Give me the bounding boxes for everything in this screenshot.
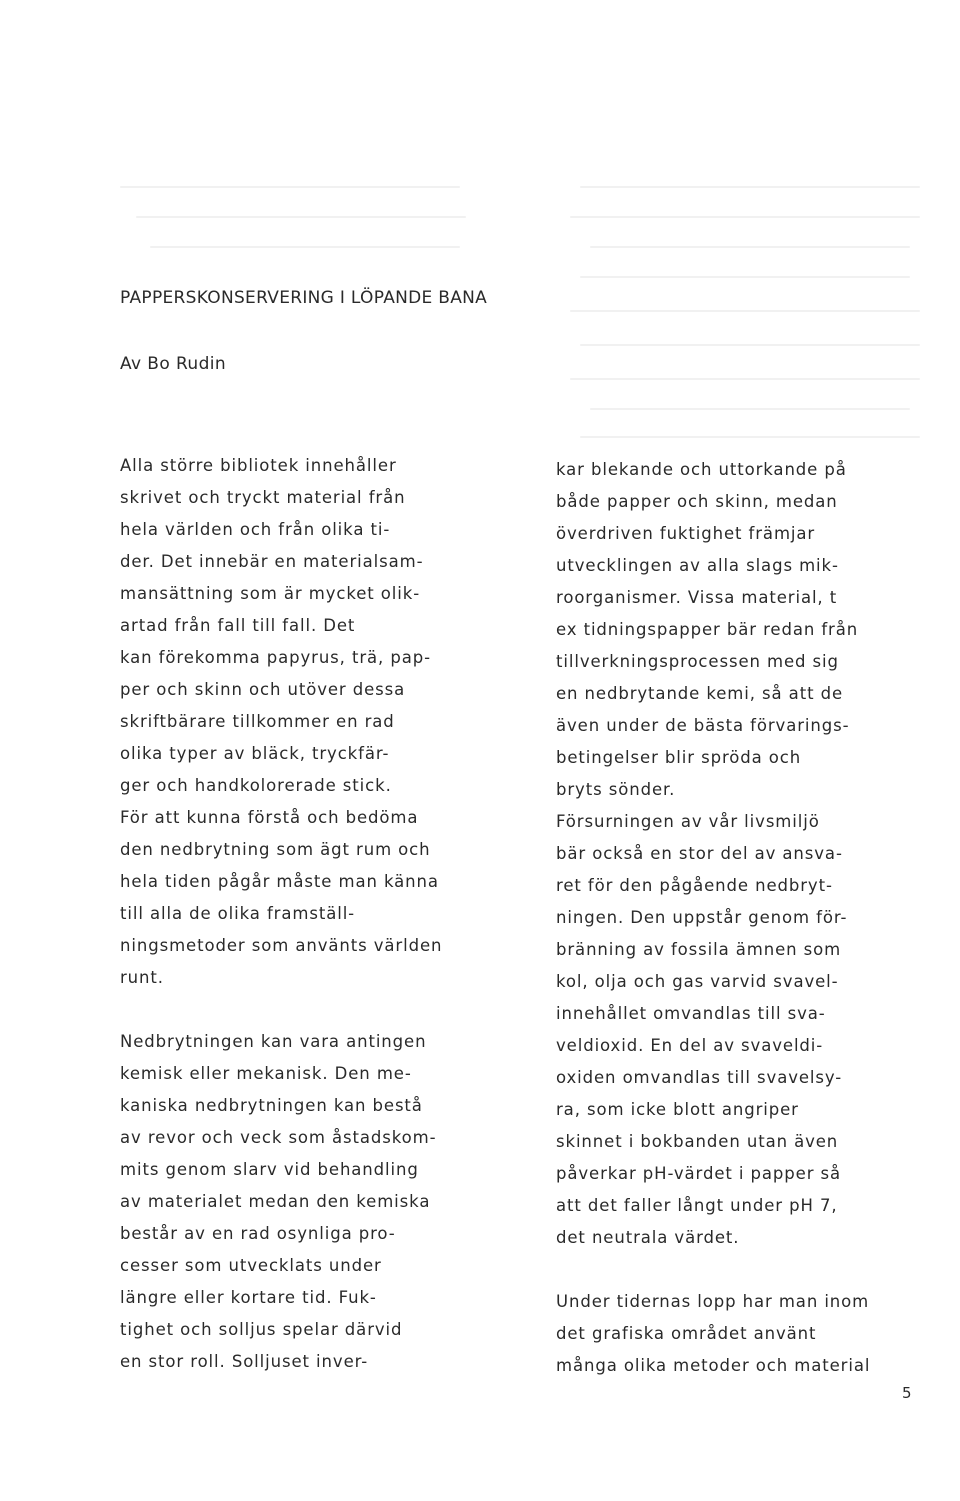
text-line: kol, olja och gas varvid svavel- [556, 972, 839, 991]
text-line: oxiden omvandlas till svavelsy- [556, 1068, 843, 1087]
text-line: tillverkningsprocessen med sig [556, 652, 839, 671]
text-line: ex tidningspapper bär redan från [556, 620, 859, 639]
text-line: både papper och skinn, medan [556, 492, 838, 511]
text-line: skrivet och tryckt material från [120, 488, 406, 507]
text-line: många olika metoder och material [556, 1356, 871, 1375]
text-line: Alla större bibliotek innehåller [120, 456, 397, 475]
text-line: ger och handkolorerade stick. [120, 776, 392, 795]
text-line: ra, som icke blott angriper [556, 1100, 799, 1119]
text-line: ret för den pågående nedbryt- [556, 876, 833, 895]
text-line: roorganismer. Vissa material, t [556, 588, 838, 607]
text-line: består av en rad osynliga pro- [120, 1224, 396, 1243]
text-line: artad från fall till fall. Det [120, 616, 356, 635]
text-line: skriftbärare tillkommer en rad [120, 712, 395, 731]
text-line: bryts sönder. [556, 780, 676, 799]
text-line: påverkar pH-värdet i papper så [556, 1164, 842, 1183]
text-line: kemisk eller mekanisk. Den me- [120, 1064, 412, 1083]
text-line: Försurningen av vår livsmiljö [556, 812, 820, 831]
text-line: det grafiska området använt [556, 1324, 817, 1343]
text-line: bränning av fossila ämnen som [556, 940, 842, 959]
text-line: av materialet medan den kemiska [120, 1192, 431, 1211]
text-line: det neutrala värdet. [556, 1228, 740, 1247]
text-column-right [556, 454, 936, 1382]
paragraph-gap [556, 1254, 936, 1286]
text-line: För att kunna förstå och bedöma [120, 808, 419, 827]
text-line: mansättning som är mycket olik- [120, 584, 421, 603]
text-line: bär också en stor del av ansva- [556, 844, 843, 863]
paragraph-gap [120, 994, 500, 1026]
text-line: även under de bästa förvarings- [556, 716, 850, 735]
text-line: hela världen och från olika ti- [120, 520, 391, 539]
text-line: mits genom slarv vid behandling [120, 1160, 419, 1179]
text-line: runt. [120, 968, 164, 987]
text-line: olika typer av bläck, tryckfär- [120, 744, 390, 763]
text-line: Under tidernas lopp har man inom [556, 1292, 870, 1311]
text-line: att det faller långt under pH 7, [556, 1196, 838, 1215]
text-line: en stor roll. Solljuset inver- [120, 1352, 369, 1371]
page-number: 5 [902, 1384, 912, 1402]
text-line: hela tiden pågår måste man känna [120, 872, 439, 891]
text-line: den nedbrytning som ägt rum och [120, 840, 431, 859]
article-author: Av Bo Rudin [120, 354, 227, 374]
text-line: längre eller kortare tid. Fuk- [120, 1288, 377, 1307]
text-line: kan förekomma papyrus, trä, pap- [120, 648, 431, 667]
text-line: ningen. Den uppstår genom för- [556, 908, 848, 927]
text-line: Nedbrytningen kan vara antingen [120, 1032, 427, 1051]
text-line: der. Det innebär en materialsam- [120, 552, 424, 571]
text-line: innehållet omvandlas till sva- [556, 1004, 826, 1023]
text-line: per och skinn och utöver dessa [120, 680, 406, 699]
text-line: tighet och solljus spelar därvid [120, 1320, 403, 1339]
text-line: en nedbrytande kemi, så att de [556, 684, 844, 703]
text-line: av revor och veck som åstadskom- [120, 1128, 437, 1147]
text-line: till alla de olika framställ- [120, 904, 356, 923]
article-title: PAPPERSKONSERVERING I LÖPANDE BANA [120, 288, 488, 308]
text-line: veldioxid. En del av svaveldi- [556, 1036, 824, 1055]
text-line: betingelser blir spröda och [556, 748, 802, 767]
text-line: kaniska nedbrytningen kan bestå [120, 1096, 423, 1115]
text-line: ningsmetoder som använts världen [120, 936, 443, 955]
text-line: utvecklingen av alla slags mik- [556, 556, 839, 575]
text-line: cesser som utvecklats under [120, 1256, 382, 1275]
text-line: kar blekande och uttorkande på [556, 460, 847, 479]
text-column-left [120, 450, 500, 1378]
text-line: skinnet i bokbanden utan även [556, 1132, 839, 1151]
text-line: överdriven fuktighet främjar [556, 524, 816, 543]
